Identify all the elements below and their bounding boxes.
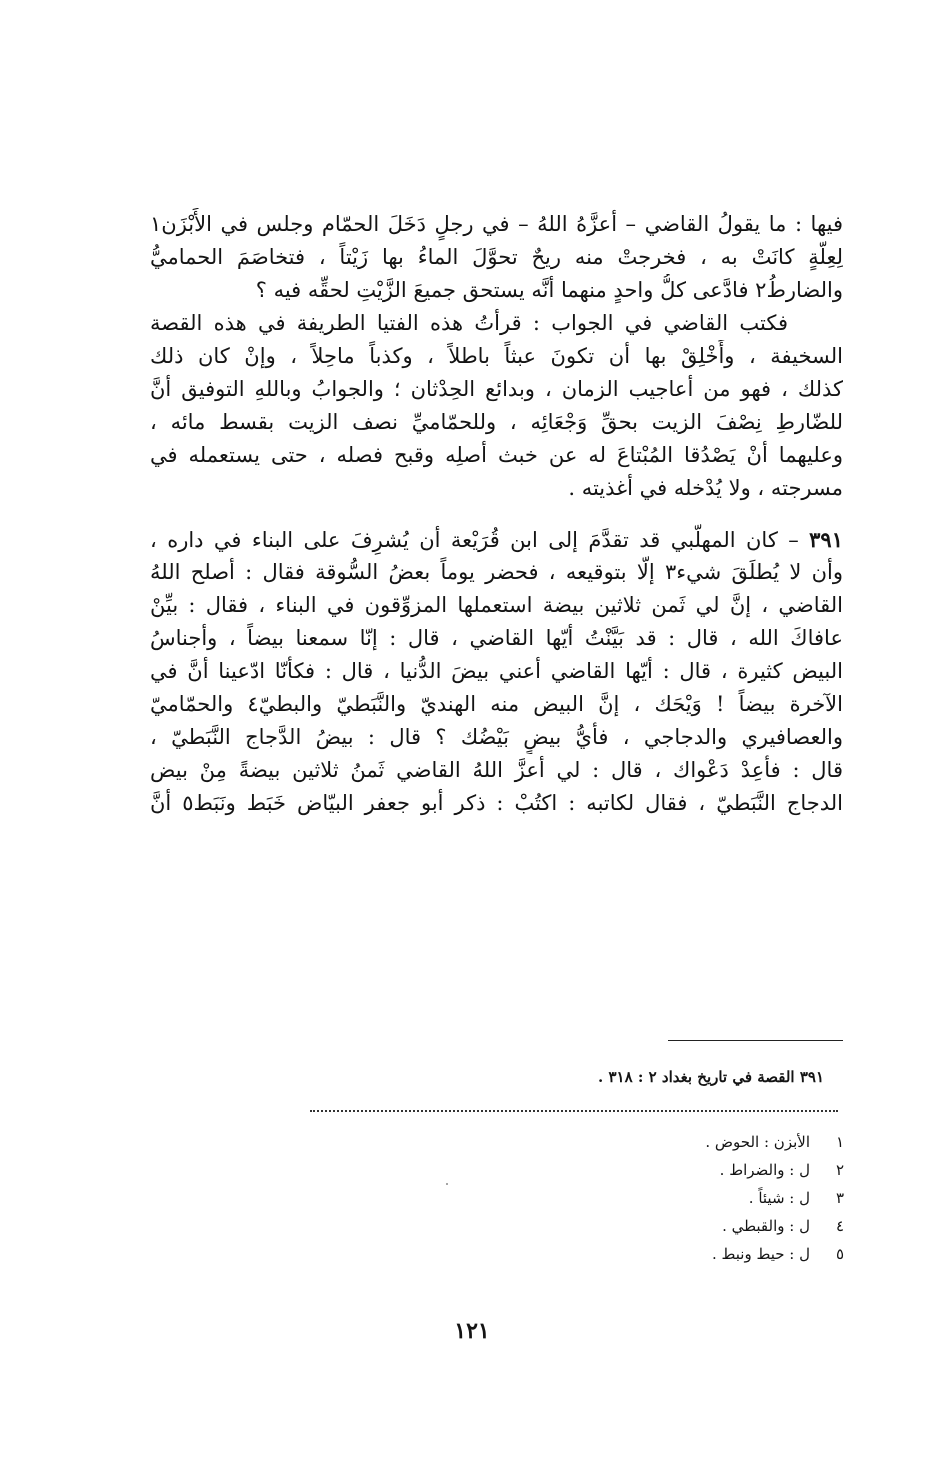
- footnote-number: ٤: [835, 1217, 844, 1235]
- footnote: [424, 1240, 844, 1268]
- text-line: السخيفة ، وأَخْلِقْ بها أن تكونَ عبثاً باطلاً ، وكذباً ماحِلاً ، وإنْ كان ذلك: [150, 344, 843, 368]
- footnote-text: ل : والقبطي .: [722, 1217, 810, 1235]
- footnote-number: ٢: [835, 1161, 844, 1179]
- source-note: ٣٩١ القصة في تاريخ بغداد ٢ : ٣١٨ .: [598, 1068, 824, 1086]
- text-line: الآخرة بيضاً ! وَيْحَك ، إنَّ البيض منه الهنديّ والنَّبَطيّ والبطيّ٤ والحمّاميّ: [150, 692, 843, 716]
- text-line: لِعِلَّةٍ كانَتْ به ، فخرجتْ منه ريحٌ تحوَّلَ الماءُ بها زَيْتاً ، فتخاصَمَ الحماميُّ: [150, 245, 843, 269]
- text-line: والعصافيري والدجاجي ، فأيُّ بيضٍ بَيْضُك ؟ قال : بيضُ الدَّجاج النَّبَطيّ ،: [150, 725, 843, 749]
- text-line: مسرجته ، ولا يُدْخله في أغذيته .: [568, 476, 843, 500]
- item-number: ٣٩١: [809, 527, 843, 552]
- footnote: [424, 1156, 844, 1184]
- text-line: للضّارطِ نِصْفَ الزيت بحقِّ وَجْعَائِه ، وللحمّاميِّ نصف الزيت بقسط مائه ،: [150, 410, 843, 434]
- text-line: كذلك ، فهو من أعاجيب الزمان ، وبدائع الحِدْثان ؛ والجوابُ وباللهِ التوفيق أنَّ: [150, 377, 843, 401]
- text-line: الدجاج النَّبَطيّ ، فقال لكاتبه : اكتُبْ : ذكر أبو جعفر البيّاض خَبَط ونَبَط٥ أنَّ: [150, 791, 843, 815]
- footnote: [424, 1212, 844, 1240]
- text-line: [150, 523, 843, 556]
- footnote-text: الأبزن : الحوض .: [705, 1133, 810, 1151]
- footnote: [424, 1128, 844, 1156]
- footnote-number: ١: [835, 1133, 844, 1151]
- paper-speck: [446, 1183, 448, 1185]
- text-line: وعليهما أنْ يَصْدُقا المُبْتاعَ له عن خبث أصلِه وقبح فصله ، حتى يستعمله في: [150, 443, 843, 467]
- main-text: [150, 208, 843, 820]
- text-line: فكتب القاضي في الجواب : قرأتُ هذه الفتيا الطريفة في هذه القصة: [150, 311, 788, 335]
- text-line: القاضي ، إنَّ لي ثَمن ثلاثين بيضة استعملها المزوِّقون في البناء ، فقال : بيِّنْ: [150, 593, 843, 617]
- dotted-divider: [310, 1110, 838, 1112]
- footnote: [424, 1184, 844, 1212]
- paragraph-gap: [150, 505, 843, 523]
- text-line: عافاكَ الله ، قال : قد بَيَّنْتُ أيّها القاضي ، قال : إنّا سمعنا بيضاً ، وأجناسُ: [150, 626, 843, 650]
- footnote-text: ل : والضراط .: [719, 1161, 810, 1179]
- text-line: البيض كثيرة ، قال : أيّها القاضي أعني بيضَ الدُّنيا ، قال : فكأنّا ادّعينا أنَّ في: [150, 659, 843, 683]
- page-number: ١٢١: [454, 1318, 490, 1344]
- footnote-number: ٣: [835, 1189, 844, 1207]
- footnote-divider: [668, 1040, 843, 1041]
- footnote-text: ل : شيئاً .: [748, 1189, 810, 1207]
- footnote-list: [424, 1128, 844, 1268]
- text-line: قال : فأعِدْ دَعْواك ، قال : لي أعزَّ اللهُ القاضي ثَمنُ ثلاثين بيضةً مِنْ بيض: [150, 758, 843, 782]
- text-line: وأن لا يُطلَقَ شيء٣ إلّا بتوقيعه ، فحضر يوماً بعضُ السُّوقة فقال : أصلح اللهُ: [150, 560, 843, 584]
- text-line: والضارطُ٢ فادَّعى كلُّ واحدٍ منهما أنَّه يستحق جميعَ الزَّيْتِ لحقِّه فيه ؟: [255, 278, 843, 302]
- item-first-line: – كان المهلّبي قد تقدَّمَ إلى ابن قُرَيْعة أن يُشرِفَ على البناء في داره ،: [150, 528, 799, 552]
- footnote-number: ٥: [835, 1245, 844, 1263]
- text-line: فيها : ما يقولُ القاضي – أعزَّهُ اللهُ – في رجلٍ دَخَلَ الحمّام وجلس في الأَبْزَن١: [150, 212, 843, 236]
- footnote-text: ل : حيط ونبط .: [711, 1245, 810, 1263]
